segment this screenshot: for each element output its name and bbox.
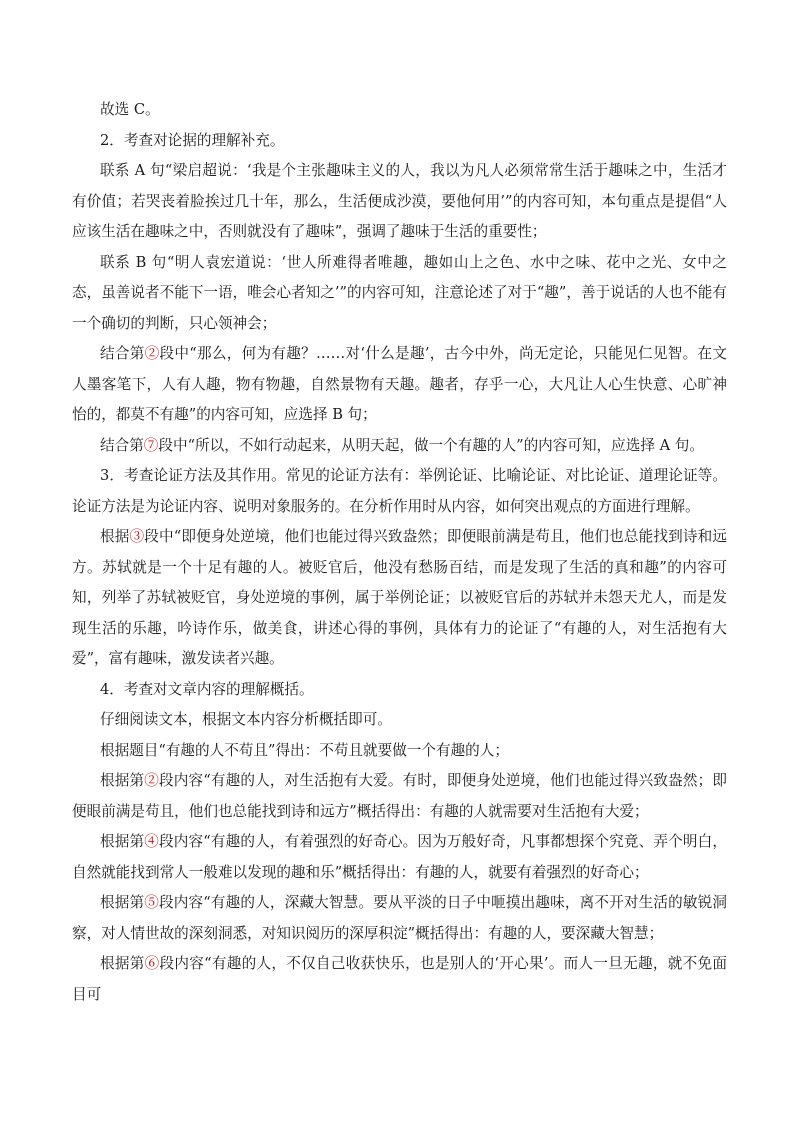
paragraph-conclusion: 故选 C。 [100, 101, 160, 118]
paragraph-number-mark: ⑦ [143, 436, 159, 454]
paragraph-number-mark: ③ [129, 528, 145, 545]
paragraph-q3-heading: 3．考查论证方法及其作用。常见的论证方法有：举例论证、比喻论证、对比论证、道理论证等。论证方法是为论证内容、说明对象服务的。在分析作用时从内容，如何突出观点的方面进行理解。 [72, 467, 727, 515]
paragraph-q4-title: 根据题目“有趣的人不苟且”得出：不苟且就要做一个有趣的人； [100, 741, 509, 759]
paragraph-q4-para4: 根据第④段内容“有趣的人，有着强烈的好奇心。因为万般好奇，凡事都想探个究竟、弄个明白，自然就能找到常人一般难以发现的趣和乐”概括得出：有趣的人，就要有着强烈的好奇心； [72, 833, 727, 881]
paragraph-q4-para2: 根据第②段内容“有趣的人，对生活抱有大爱。有时，即便身处逆境，他们也能过得兴致盎然；即便眼前满是苟且，他们也总能找到诗和远方”概括得出：有趣的人就需要对生活抱有大爱； [72, 772, 727, 820]
paragraph-q2-b: 联系 B 句“明人袁宏道说：‘世人所难得者唯趣，趣如山上之色、水中之味、花中之光、女中之态，虽善说者不能下一语，唯会心者知之’”的内容可知，注意论述了对于“趣”，善于说话的人也不能有一个确切的判断，只心领神会； [72, 253, 727, 332]
paragraph-q4-heading: 4．考查对文章内容的理解概括。 [100, 680, 314, 698]
paragraph-q2-heading: 2．考查对论据的理解补充。 [100, 131, 285, 149]
paragraph-number-mark: ④ [144, 833, 160, 850]
paragraph-q4-method: 仔细阅读文本，根据文本内容分析概括即可。 [100, 711, 392, 728]
paragraph-q4-para6: 根据第⑥段内容“有趣的人，不仅自己收获快乐，也是别人的‘开心果’。而人一旦无趣，就不免面目可 [72, 955, 727, 1003]
paragraph-q2-para7: 结合第⑦段中“所以，不如行动起来，从明天起，做一个有趣的人”的内容可知，应选择 A 句。 [100, 436, 704, 454]
paragraph-q2-a: 联系 A 句“梁启超说：‘我是个主张趣味主义的人，我以为凡人必须常常生活于趣味之中，生活才有价值；若哭丧着脸挨过几十年，那么，生活便成沙漠，要他何用’”的内容可知，本句重点是提倡“人应该生活在趣味之中，否则就没有了趣味”，强调了趣味于生活的重要性； [72, 162, 727, 240]
paragraph-q3-analysis: 根据③段中“即便身处逆境，他们也能过得兴致盎然；即便眼前满是苟且，他们也总能找到诗和远方。苏轼就是一个十足有趣的人。被贬官后，他没有愁肠百结，而是发现了生活的真和趣”的内容可知，列举了苏轼被贬官，身处逆境的事例，属于举例论证；以被贬官后的苏轼并未怨天尤人，而是发现生活的乐趣，吟诗作乐，做美食，讲述心得的事例，具体有力的论证了“有趣的人，对生活抱有大爱”，富有趣味，激发读者兴趣。 [72, 528, 727, 667]
paragraph-q2-para2: 结合第②段中“那么，何为有趣？……对‘什么是趣’，古今中外，尚无定论，只能见仁见智。在文人墨客笔下，人有人趣，物有物趣，自然景物有天趣。趣者，存乎一心，大凡让人心生快意、心旷神怡的，都莫不有趣”的内容可知，应选择 B 句； [72, 345, 727, 423]
paragraph-number-mark: ⑤ [144, 894, 160, 911]
paragraph-number-mark: ② [144, 772, 160, 789]
paragraph-q4-para5: 根据第⑤段内容“有趣的人，深藏大智慧。要从平淡的日子中咂摸出趣味，离不开对生活的敏锐洞察，对人情世故的深刻洞悉，对知识阅历的深厚积淀”概括得出：有趣的人，要深藏大智慧； [72, 894, 727, 942]
paragraph-number-mark: ② [144, 345, 160, 362]
answer-analysis [72, 95, 727, 1010]
paragraph-number-mark: ⑥ [144, 955, 160, 972]
